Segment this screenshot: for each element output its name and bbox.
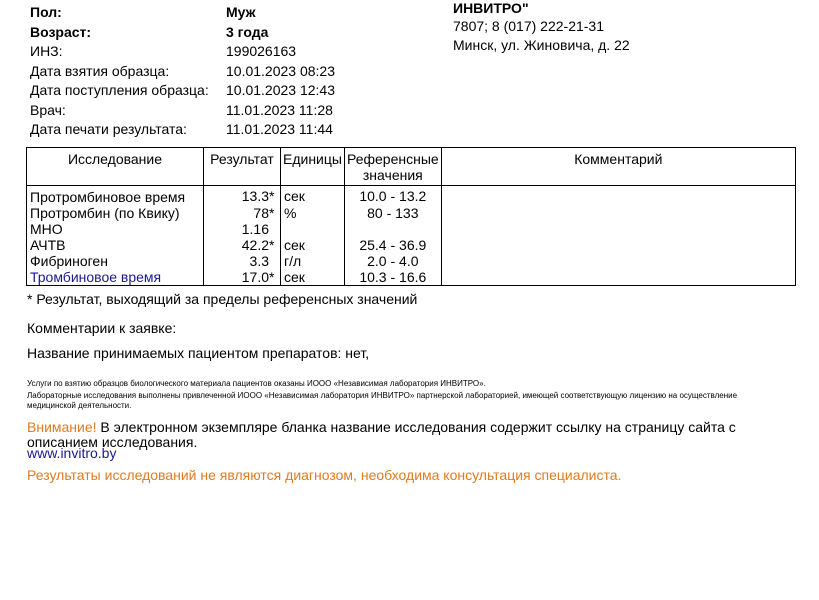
footnote: * Результат, выходящий за пределы референсных значений bbox=[27, 291, 418, 307]
header-result: Результат bbox=[204, 148, 281, 186]
cell-reference: 80 - 133 bbox=[344, 205, 441, 221]
comments-title: Комментарии к заявке: bbox=[27, 320, 177, 336]
cell-unit: сек bbox=[281, 269, 345, 286]
patient-label: Врач: bbox=[30, 101, 66, 118]
table-row bbox=[27, 205, 796, 221]
patient-value: 3 года bbox=[226, 23, 269, 40]
patient-value: 199026163 bbox=[226, 43, 297, 59]
cell-comment bbox=[441, 253, 795, 269]
result-value: 42.2 bbox=[241, 237, 269, 253]
cell-result bbox=[204, 221, 281, 237]
result-value: 1.16 bbox=[241, 221, 269, 237]
cell-test: Протромбин (по Квику) bbox=[27, 205, 204, 221]
result-value: 13.3 bbox=[241, 187, 269, 204]
attention-text: В электронном экземпляре бланка название исследования содержит ссылку на страницу сайта с описанием исследования. bbox=[27, 419, 736, 450]
cell-unit: сек bbox=[281, 186, 345, 206]
patient-value: 10.01.2023 08:23 bbox=[226, 62, 335, 79]
drugs-line: Название принимаемых пациентом препаратов: нет, bbox=[27, 345, 370, 361]
cell-result bbox=[204, 186, 281, 206]
lab-phone: 7807; 8 (017) 222-21-31 bbox=[453, 18, 604, 34]
result-flag: * bbox=[269, 205, 275, 221]
header-comment: Комментарий bbox=[441, 148, 795, 186]
cell-test: Фибриноген bbox=[27, 253, 204, 269]
cell-unit: г/л bbox=[281, 253, 345, 269]
patient-value: 10.01.2023 12:43 bbox=[226, 82, 335, 98]
lab-name: ИНВИТРО" bbox=[453, 0, 529, 16]
patient-label: Дата печати результата: bbox=[30, 121, 187, 137]
cell-comment bbox=[441, 221, 795, 237]
cell-unit bbox=[281, 221, 345, 237]
cell-result bbox=[204, 237, 281, 253]
small-print-2: Лабораторные исследования выполнены привлеченной ИООО «Независимая лаборатория ИНВИТРО» партнерской лабораторией, имеющей соответствующую лицензию на осуществление медицинской деятельности. bbox=[27, 391, 738, 410]
small-print-1: Услуги по взятию образцов биологического материала пациентов оказаны ИООО «Независимая лаборатория ИНВИТРО». bbox=[27, 379, 486, 388]
header-reference-line1: Референсные bbox=[346, 151, 439, 167]
disclaimer: Результаты исследований не являются диагнозом, необходима консультация специалиста. bbox=[27, 467, 622, 483]
cell-comment bbox=[441, 269, 795, 286]
cell-reference: 10.0 - 13.2 bbox=[344, 186, 441, 206]
table-row bbox=[27, 237, 796, 253]
results-table bbox=[26, 147, 796, 286]
header-reference-line2: значения bbox=[362, 167, 423, 183]
cell-reference: 25.4 - 36.9 bbox=[344, 237, 441, 253]
cell-comment bbox=[441, 237, 795, 253]
cell-reference bbox=[344, 221, 441, 237]
patient-label: Возраст: bbox=[30, 23, 92, 40]
table-header bbox=[27, 148, 796, 186]
cell-result bbox=[204, 253, 281, 269]
site-link[interactable]: www.invitro.by bbox=[27, 445, 117, 461]
table-row bbox=[27, 253, 796, 269]
cell-comment bbox=[441, 205, 795, 221]
cell-reference: 2.0 - 4.0 bbox=[344, 253, 441, 269]
patient-label: Пол: bbox=[30, 4, 62, 20]
patient-label: Дата взятия образца: bbox=[30, 62, 170, 79]
result-value: 17.0 bbox=[241, 269, 269, 285]
cell-result bbox=[204, 269, 281, 286]
cell-test: Протромбиновое время bbox=[27, 186, 204, 206]
attention-block bbox=[27, 420, 802, 449]
result-flag: * bbox=[269, 187, 275, 204]
patient-value: Муж bbox=[226, 4, 256, 20]
result-value: 78 bbox=[253, 205, 269, 221]
result-flag: * bbox=[269, 237, 275, 253]
result-flag: * bbox=[269, 269, 275, 285]
header-reference bbox=[344, 148, 441, 186]
header-test: Исследование bbox=[27, 148, 204, 186]
patient-label: Дата поступления образца: bbox=[30, 82, 209, 98]
table-row bbox=[27, 269, 796, 286]
cell-test[interactable]: Тромбиновое время bbox=[27, 269, 204, 286]
cell-comment bbox=[441, 186, 795, 206]
cell-result bbox=[204, 205, 281, 221]
header-unit: Единицы bbox=[281, 148, 345, 186]
table-row bbox=[27, 186, 796, 206]
patient-value: 11.01.2023 11:28 bbox=[226, 101, 333, 118]
cell-unit: сек bbox=[281, 237, 345, 253]
attention-prefix: Внимание! bbox=[27, 419, 97, 435]
patient-label: ИНЗ: bbox=[30, 43, 63, 59]
cell-unit: % bbox=[281, 205, 345, 221]
patient-value: 11.01.2023 11:44 bbox=[226, 121, 333, 137]
cell-test: МНО bbox=[27, 221, 204, 237]
cell-reference: 10.3 - 16.6 bbox=[344, 269, 441, 286]
lab-address: Минск, ул. Жиновича, д. 22 bbox=[453, 37, 630, 53]
result-value: 3.3 bbox=[249, 253, 269, 269]
table-row bbox=[27, 221, 796, 237]
cell-test: АЧТВ bbox=[27, 237, 204, 253]
